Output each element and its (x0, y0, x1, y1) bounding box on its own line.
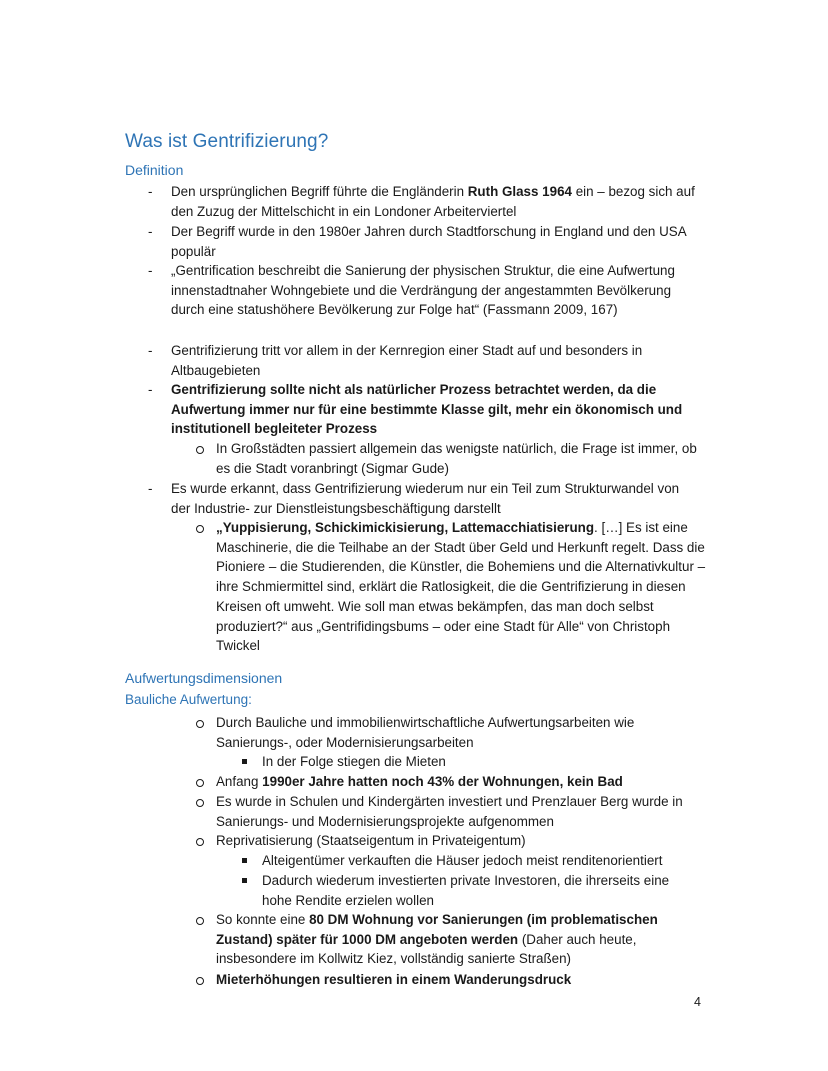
sub-sub-list-item: Alteigentümer verkauften die Häuser jedoch meist renditenorientiert (262, 853, 663, 868)
list-item: Es wurde erkannt, dass Gentrifizierung wiederum nur ein Teil zum Strukturwandel von der Industrie- zur Dienstleistungsbeschäftigung darstellt (171, 481, 680, 516)
dash-bullet: - (148, 382, 153, 397)
square-bullet-icon (242, 759, 247, 764)
page-number: 4 (694, 995, 701, 1009)
list-item: Gentrifizierung sollte nicht als natürlicher Prozess betrachtet werden, da die Aufwertung immer nur für eine bestimmte Klasse gilt, mehr ein ökonomisch und institutionell begleiteter Prozess (171, 382, 683, 437)
sub-list-item: Anfang 1990er Jahre hatten noch 43% der Wohnungen, kein Bad (216, 774, 623, 789)
dash-bullet: - (148, 224, 153, 239)
circle-bullet-icon (196, 779, 204, 787)
section-heading-dimensions: Aufwertungsdimensionen (125, 670, 283, 686)
sub-list-item: Es wurde in Schulen und Kindergärten investiert und Prenzlauer Berg wurde in Sanierungs- und Modernisierungsprojekte aufgenommen (216, 794, 683, 829)
circle-bullet-icon (196, 917, 204, 925)
dash-bullet: - (148, 481, 153, 496)
dash-bullet: - (148, 343, 153, 358)
section-heading-definition: Definition (125, 162, 184, 178)
sub-sub-list-item: Dadurch wiederum investierten private Investoren, die ihrerseits eine hohe Rendite erzielen wollen (262, 873, 670, 908)
sub-list-item: In Großstädten passiert allgemein das wenigste natürlich, die Frage ist immer, ob es die Stadt voranbringt (Sigmar Gude) (216, 441, 697, 476)
list-item: Der Begriff wurde in den 1980er Jahren durch Stadtforschung in England und den USA populär (171, 224, 686, 259)
square-bullet-icon (242, 878, 247, 883)
sub-list-item: Durch Bauliche und immobilienwirtschaftliche Aufwertungsarbeiten wie Sanierungs-, oder Modernisierungsarbeiten (216, 715, 635, 750)
circle-bullet-icon (196, 838, 204, 846)
sub-sub-list-item: In der Folge stiegen die Mieten (262, 754, 446, 769)
list-item: „Gentrification beschreibt die Sanierung der physischen Struktur, die eine Aufwertung innenstadtnaher Wohngebiete und die Verdrängung der angestammten Bevölkerung durch eine statushöhere Bevölkerung zur Folge hat“ (Fassmann 2009, 167) (171, 263, 675, 318)
dash-bullet: - (148, 263, 153, 278)
sub-list-item: Reprivatisierung (Staatseigentum in Privateigentum) (216, 833, 526, 848)
circle-bullet-icon (196, 977, 204, 985)
sub-list-item: „Yuppisierung, Schickimickisierung, Lattemacchiatisierung. […] Es ist eine Maschinerie, die die Teilhabe an der Stadt über Geld und Herkunft regelt. Dass die Pioniere – die Studierenden, die Künstler, die Bohemiens und die Alternativkultur – ihre Schmiermittel sind, erklärt die Ratlosigkeit, die die Gentrifizierung in diesen Kreisen oft umweht. Wie soll man etwas bekämpfen, das man doch selbst produziert?“ aus „Gentrifidingsbums – oder eine Stadt für Alle“ von Christoph Twickel (216, 520, 706, 654)
list-item: Den ursprünglichen Begriff führte die Engländerin Ruth Glass 1964 ein – bezog sich auf den Zuzug der Mittelschicht in ein Londoner Arbeiterviertel (171, 184, 695, 219)
list-item: Gentrifizierung tritt vor allem in der Kernregion einer Stadt auf und besonders in Altbaugebieten (171, 343, 643, 378)
dash-bullet: - (148, 184, 153, 199)
circle-bullet-icon (196, 525, 204, 533)
square-bullet-icon (242, 858, 247, 863)
circle-bullet-icon (196, 446, 204, 454)
sub-list-item: So konnte eine 80 DM Wohnung vor Sanierungen (im problematischen Zustand) später für 1000 DM angeboten werden (Daher auch heute, insbesondere im Kollwitz Kiez, vollständig sanierte Straßen) (216, 912, 658, 967)
sub-list-item: Mieterhöhungen resultieren in einem Wanderungsdruck (216, 972, 572, 987)
circle-bullet-icon (196, 799, 204, 807)
subsection-heading-bauliche: Bauliche Aufwertung: (125, 692, 252, 707)
circle-bullet-icon (196, 720, 204, 728)
page-heading: Was ist Gentrifizierung? (125, 131, 329, 152)
